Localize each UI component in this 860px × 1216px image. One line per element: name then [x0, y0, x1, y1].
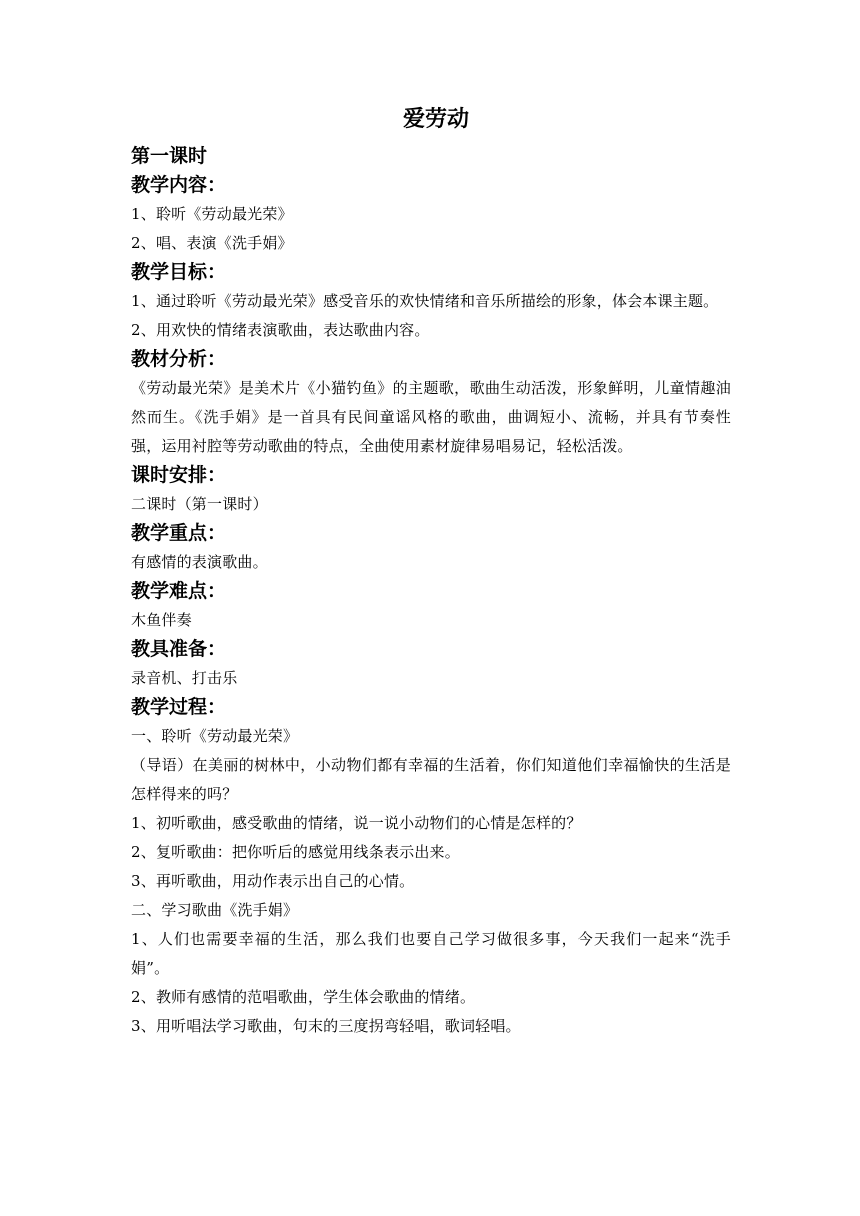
process-line: 2、教师有感情的范唱歌曲，学生体会歌曲的情绪。 [131, 988, 476, 1006]
document-body [131, 98, 731, 1041]
process-line: 1、人们也需要幸福的生活，那么我们也要自己学习做很多事，今天我们一起来“洗手娟”。 [131, 930, 731, 977]
heading-analysis: 教材分析： [131, 348, 227, 370]
difficulties-line: 木鱼伴奏 [131, 611, 192, 629]
document-title: 爱劳动 [402, 107, 469, 132]
goals-line: 1、通过聆听《劳动最光荣》感受音乐的欢快情绪和音乐所描绘的形象，体会本课主题。 [131, 292, 719, 310]
heading-materials: 教具准备： [131, 638, 227, 660]
heading-key-points: 教学重点： [131, 522, 227, 544]
content-line: 2、唱、表演《洗手娟》 [131, 234, 293, 252]
heading-schedule: 课时安排： [131, 464, 227, 486]
heading-difficulties: 教学难点： [131, 580, 227, 602]
key-points-line: 有感情的表演歌曲。 [131, 553, 268, 571]
process-line: 一、聆听《劳动最光荣》 [131, 727, 299, 745]
heading-process: 教学过程： [131, 696, 227, 718]
process-line: 3、用听唱法学习歌曲，句末的三度拐弯轻唱，歌词轻唱。 [131, 1017, 521, 1035]
process-line: 3、再听歌曲，用动作表示出自己的心情。 [131, 872, 415, 890]
schedule-line: 二课时（第一课时） [131, 495, 268, 513]
analysis-paragraph: 《劳动最光荣》是美术片《小猫钓鱼》的主题歌，歌曲生动活泼，形象鲜明，儿童情趣油然而生。《洗手娟》是一首具有民间童谣风格的歌曲，曲调短小、流畅，并具有节奏性强，运用衬腔等劳动歌曲的特点，全曲使用素材旋律易唱易记，轻松活泼。 [131, 379, 731, 455]
process-line: 2、复听歌曲：把你听后的感觉用线条表示出来。 [131, 843, 460, 861]
process-line: 二、学习歌曲《洗手娟》 [131, 901, 299, 919]
lesson-label: 第一课时 [131, 145, 208, 167]
goals-line: 2、用欢快的情绪表演歌曲，表达歌曲内容。 [131, 321, 430, 339]
heading-goals: 教学目标： [131, 261, 227, 283]
content-line: 1、聆听《劳动最光荣》 [131, 205, 293, 223]
heading-content: 教学内容： [131, 174, 227, 196]
materials-line: 录音机、打击乐 [131, 669, 238, 687]
process-line: （导语）在美丽的树林中，小动物们都有幸福的生活着，你们知道他们幸福愉快的生活是怎样得来的吗？ [131, 756, 731, 803]
process-line: 1、初听歌曲，感受歌曲的情绪，说一说小动物们的心情是怎样的？ [131, 814, 582, 832]
